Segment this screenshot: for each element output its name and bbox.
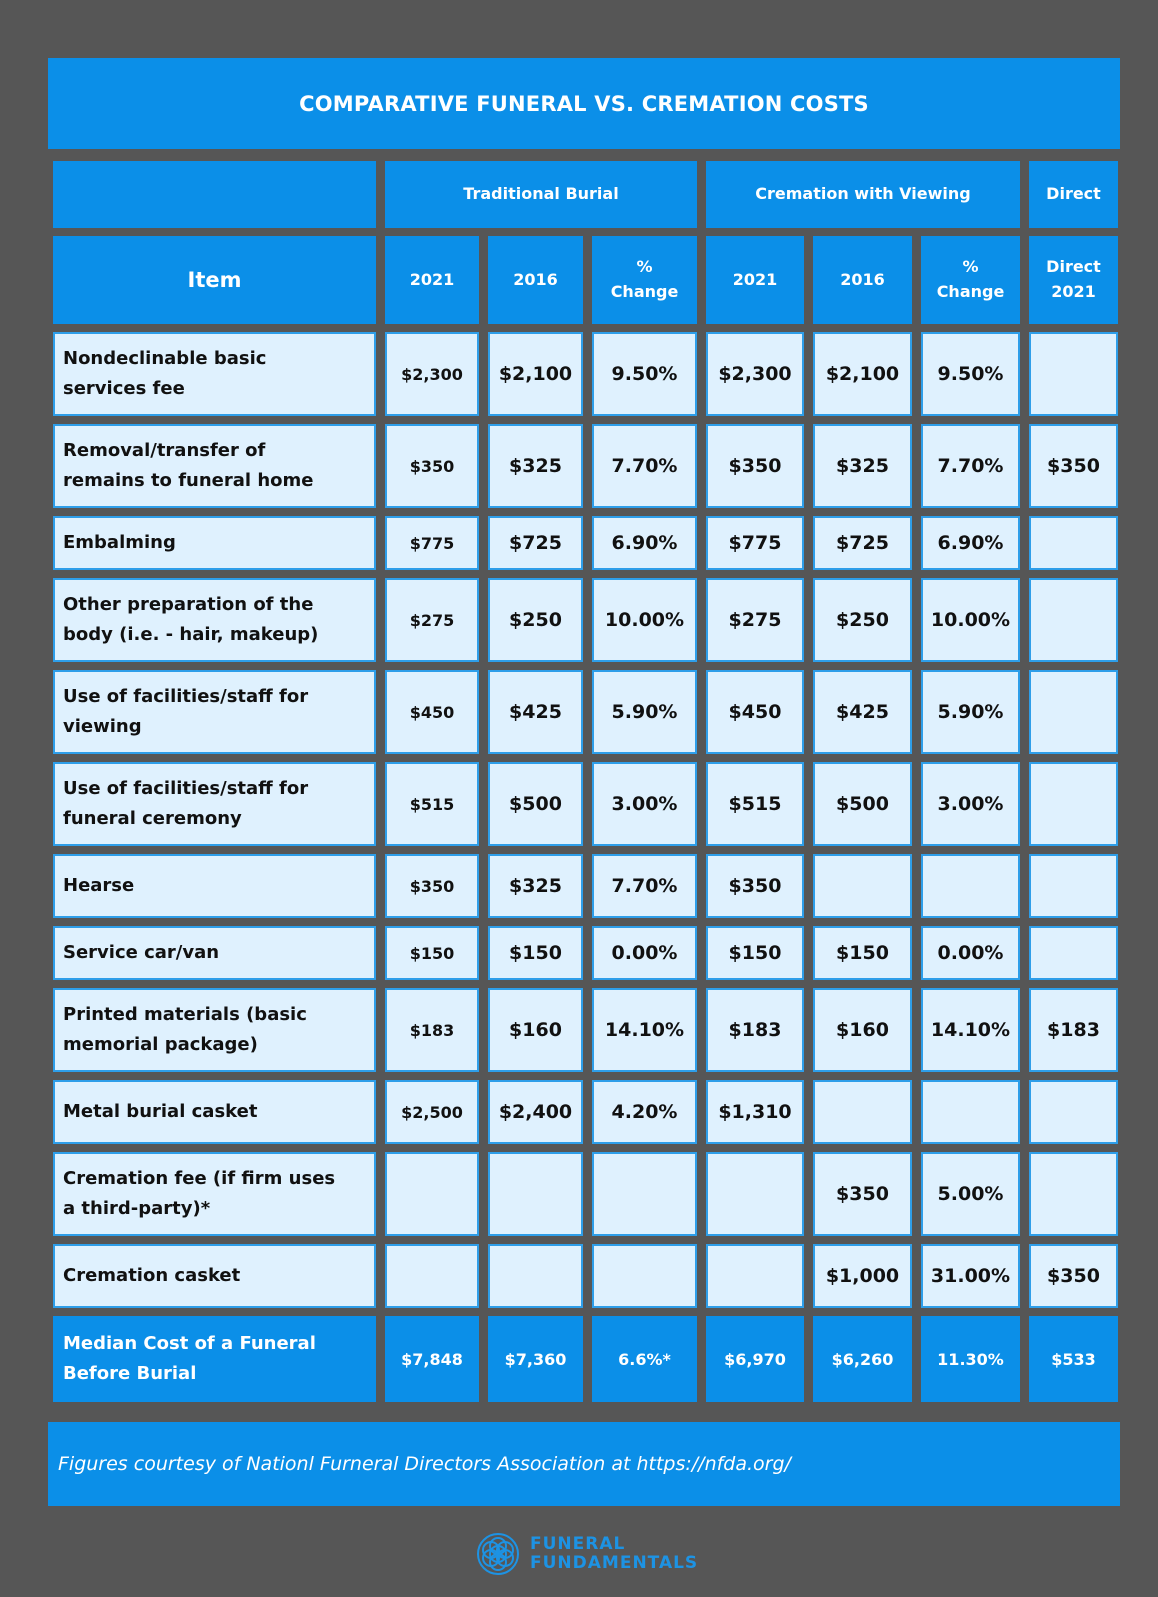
total-tb-change: 6.6%*: [592, 1316, 697, 1402]
row-item-line1: Service car/van: [63, 942, 220, 964]
cell-cv-2016: $500: [813, 762, 912, 846]
cell-cv-change: 31.00%: [921, 1244, 1020, 1308]
cell-tb-2021: [385, 1152, 479, 1236]
cell-tb-2021: $2,500: [385, 1080, 479, 1144]
cell-cv-change: 14.10%: [921, 988, 1020, 1072]
cell-tb-2021: $775: [385, 516, 479, 570]
cell-cv-change: [921, 1080, 1020, 1144]
cell-tb-2016: $2,400: [488, 1080, 583, 1144]
cell-direct-2021: [1029, 578, 1118, 662]
row-item-label: [53, 332, 376, 416]
row-item-line1: Printed materials (basic: [63, 1004, 307, 1026]
cell-tb-change: 4.20%: [592, 1080, 697, 1144]
cell-direct-2021: [1029, 926, 1118, 980]
group-header-direct: Direct: [1029, 161, 1118, 228]
brand-logo: [476, 1530, 698, 1578]
row-item-line2: funeral ceremony: [63, 808, 242, 829]
cell-cv-change: 0.00%: [921, 926, 1020, 980]
cell-cv-change: 6.90%: [921, 516, 1020, 570]
cell-tb-2021: $350: [385, 424, 479, 508]
table-row: [53, 1080, 1118, 1144]
table-row: [53, 578, 1118, 662]
table-row: [53, 1152, 1118, 1236]
group-header-traditional: Traditional Burial: [385, 161, 697, 228]
cell-tb-2016: $425: [488, 670, 583, 754]
table-row: [53, 854, 1118, 918]
cell-tb-change: 0.00%: [592, 926, 697, 980]
direct-line2: 2021: [1051, 282, 1096, 301]
group-header-blank: [53, 161, 376, 228]
total-label-line2: Before Burial: [63, 1363, 197, 1384]
row-item-label: [53, 988, 376, 1072]
row-item-label: [53, 1152, 376, 1236]
table-row: [53, 424, 1118, 508]
total-tb-2016: $7,360: [488, 1316, 583, 1402]
cv-change-line2: Change: [936, 282, 1005, 301]
cell-cv-2021: $1,310: [706, 1080, 804, 1144]
cell-tb-2016: $725: [488, 516, 583, 570]
row-item-label: [53, 516, 376, 570]
cell-cv-2021: $515: [706, 762, 804, 846]
cell-cv-2016: $1,000: [813, 1244, 912, 1308]
cell-tb-2016: $250: [488, 578, 583, 662]
cell-cv-2016: $150: [813, 926, 912, 980]
total-direct-2021: $533: [1029, 1316, 1118, 1402]
table-row: [53, 988, 1118, 1072]
row-item-line1: Embalming: [63, 532, 176, 554]
cell-cv-2021: $350: [706, 854, 804, 918]
cell-cv-2021: $150: [706, 926, 804, 980]
cell-cv-change: 5.00%: [921, 1152, 1020, 1236]
cell-direct-2021: $350: [1029, 424, 1118, 508]
cell-cv-2016: $325: [813, 424, 912, 508]
cell-cv-2016: [813, 854, 912, 918]
table-body: [53, 332, 1118, 1308]
table-row: [53, 516, 1118, 570]
cell-tb-change: 10.00%: [592, 578, 697, 662]
cell-tb-change: 9.50%: [592, 332, 697, 416]
cell-tb-2021: $275: [385, 578, 479, 662]
table-row: [53, 332, 1118, 416]
logo-line2: FUNDAMENTALS: [530, 1553, 699, 1573]
row-item-label: [53, 670, 376, 754]
row-item-label: [53, 578, 376, 662]
row-item-line2: a third-party)*: [63, 1198, 211, 1219]
row-item-line2: memorial package): [63, 1034, 258, 1055]
cell-cv-2016: $350: [813, 1152, 912, 1236]
cell-direct-2021: $183: [1029, 988, 1118, 1072]
row-item-line2: viewing: [63, 716, 142, 737]
cell-tb-2016: $160: [488, 988, 583, 1072]
row-item-label: [53, 854, 376, 918]
cell-cv-2016: [813, 1080, 912, 1144]
cell-cv-change: 5.90%: [921, 670, 1020, 754]
cell-direct-2021: [1029, 762, 1118, 846]
column-header-item: Item: [53, 236, 376, 324]
cost-table: [44, 153, 1127, 1410]
cell-cv-2016: $725: [813, 516, 912, 570]
cell-tb-2021: $2,300: [385, 332, 479, 416]
column-header-cv-change: [921, 236, 1020, 324]
total-label: [53, 1316, 376, 1402]
row-item-line1: Cremation fee (if firm uses: [63, 1168, 336, 1190]
column-header-tb-change: [592, 236, 697, 324]
column-header-tb-2021: 2021: [385, 236, 479, 324]
row-item-line1: Hearse: [63, 875, 135, 897]
tb-change-line1: %: [636, 257, 653, 277]
cell-cv-2021: $2,300: [706, 332, 804, 416]
cell-direct-2021: [1029, 670, 1118, 754]
cell-tb-2021: [385, 1244, 479, 1308]
cell-tb-2016: $2,100: [488, 332, 583, 416]
cell-cv-change: 9.50%: [921, 332, 1020, 416]
table-row: [53, 1244, 1118, 1308]
logo-line1: FUNERAL: [530, 1534, 626, 1554]
cell-direct-2021: [1029, 854, 1118, 918]
cell-direct-2021: [1029, 516, 1118, 570]
cell-tb-2016: $500: [488, 762, 583, 846]
total-cv-2016: $6,260: [813, 1316, 912, 1402]
cell-cv-change: 7.70%: [921, 424, 1020, 508]
cell-tb-change: [592, 1244, 697, 1308]
cell-tb-2016: $325: [488, 854, 583, 918]
cell-direct-2021: [1029, 1080, 1118, 1144]
cell-tb-2016: $325: [488, 424, 583, 508]
cell-cv-change: [921, 854, 1020, 918]
row-item-line1: Cremation casket: [63, 1265, 241, 1287]
table-row: [53, 762, 1118, 846]
cell-cv-2016: $160: [813, 988, 912, 1072]
total-cv-change: 11.30%: [921, 1316, 1020, 1402]
cell-tb-2021: $350: [385, 854, 479, 918]
table-row: [53, 926, 1118, 980]
table-row: [53, 670, 1118, 754]
group-header-cremation: Cremation with Viewing: [706, 161, 1020, 228]
cell-tb-2016: $150: [488, 926, 583, 980]
row-item-line2: services fee: [63, 378, 185, 399]
row-item-line2: remains to funeral home: [63, 470, 314, 491]
row-item-line2: body (i.e. - hair, makeup): [63, 624, 319, 645]
cell-cv-2016: $2,100: [813, 332, 912, 416]
cell-direct-2021: [1029, 1152, 1118, 1236]
column-header-cv-2016: 2016: [813, 236, 912, 324]
logo-text: [530, 1535, 698, 1573]
cell-tb-change: 5.90%: [592, 670, 697, 754]
cell-tb-2016: [488, 1244, 583, 1308]
row-item-label: [53, 424, 376, 508]
cell-tb-2016: [488, 1152, 583, 1236]
cv-change-line1: %: [962, 257, 979, 277]
row-item-line1: Metal burial casket: [63, 1101, 258, 1123]
cell-cv-change: 10.00%: [921, 578, 1020, 662]
row-item-label: [53, 1244, 376, 1308]
cell-tb-change: 7.70%: [592, 854, 697, 918]
group-header-row: [53, 161, 1118, 228]
direct-line1: Direct: [1046, 257, 1101, 277]
cell-tb-change: 7.70%: [592, 424, 697, 508]
cell-cv-2021: $183: [706, 988, 804, 1072]
page-title: COMPARATIVE FUNERAL VS. CREMATION COSTS: [48, 58, 1120, 149]
cell-tb-2021: $515: [385, 762, 479, 846]
row-item-line1: Use of facilities/staff for: [63, 686, 309, 708]
cell-direct-2021: [1029, 332, 1118, 416]
row-item-line1: Removal/transfer of: [63, 440, 266, 462]
column-header-row: [53, 236, 1118, 324]
cell-cv-2021: $450: [706, 670, 804, 754]
cell-tb-2021: $150: [385, 926, 479, 980]
cell-cv-change: 3.00%: [921, 762, 1020, 846]
column-header-tb-2016: 2016: [488, 236, 583, 324]
column-header-direct-2021: [1029, 236, 1118, 324]
source-footer: Figures courtesy of Nationl Furneral Directors Association at https://nfda.org/: [48, 1422, 1120, 1506]
flower-of-life-icon: [476, 1532, 520, 1576]
row-item-line1: Nondeclinable basic: [63, 348, 267, 370]
cell-cv-2016: $425: [813, 670, 912, 754]
tb-change-line2: Change: [610, 282, 679, 301]
cell-cv-2021: $775: [706, 516, 804, 570]
row-item-line1: Other preparation of the: [63, 594, 314, 616]
cell-cv-2021: [706, 1244, 804, 1308]
total-label-line1: Median Cost of a Funeral: [63, 1333, 316, 1355]
cell-tb-change: 3.00%: [592, 762, 697, 846]
total-tb-2021: $7,848: [385, 1316, 479, 1402]
total-row: [53, 1316, 1118, 1402]
row-item-line1: Use of facilities/staff for: [63, 778, 309, 800]
cell-cv-2021: $275: [706, 578, 804, 662]
cell-cv-2021: $350: [706, 424, 804, 508]
column-header-cv-2021: 2021: [706, 236, 804, 324]
cell-cv-2016: $250: [813, 578, 912, 662]
cell-tb-2021: $183: [385, 988, 479, 1072]
cell-tb-change: 14.10%: [592, 988, 697, 1072]
cell-tb-change: [592, 1152, 697, 1236]
cell-cv-2021: [706, 1152, 804, 1236]
row-item-label: [53, 1080, 376, 1144]
cell-tb-change: 6.90%: [592, 516, 697, 570]
total-cv-2021: $6,970: [706, 1316, 804, 1402]
row-item-label: [53, 926, 376, 980]
row-item-label: [53, 762, 376, 846]
cell-tb-2021: $450: [385, 670, 479, 754]
cell-direct-2021: $350: [1029, 1244, 1118, 1308]
